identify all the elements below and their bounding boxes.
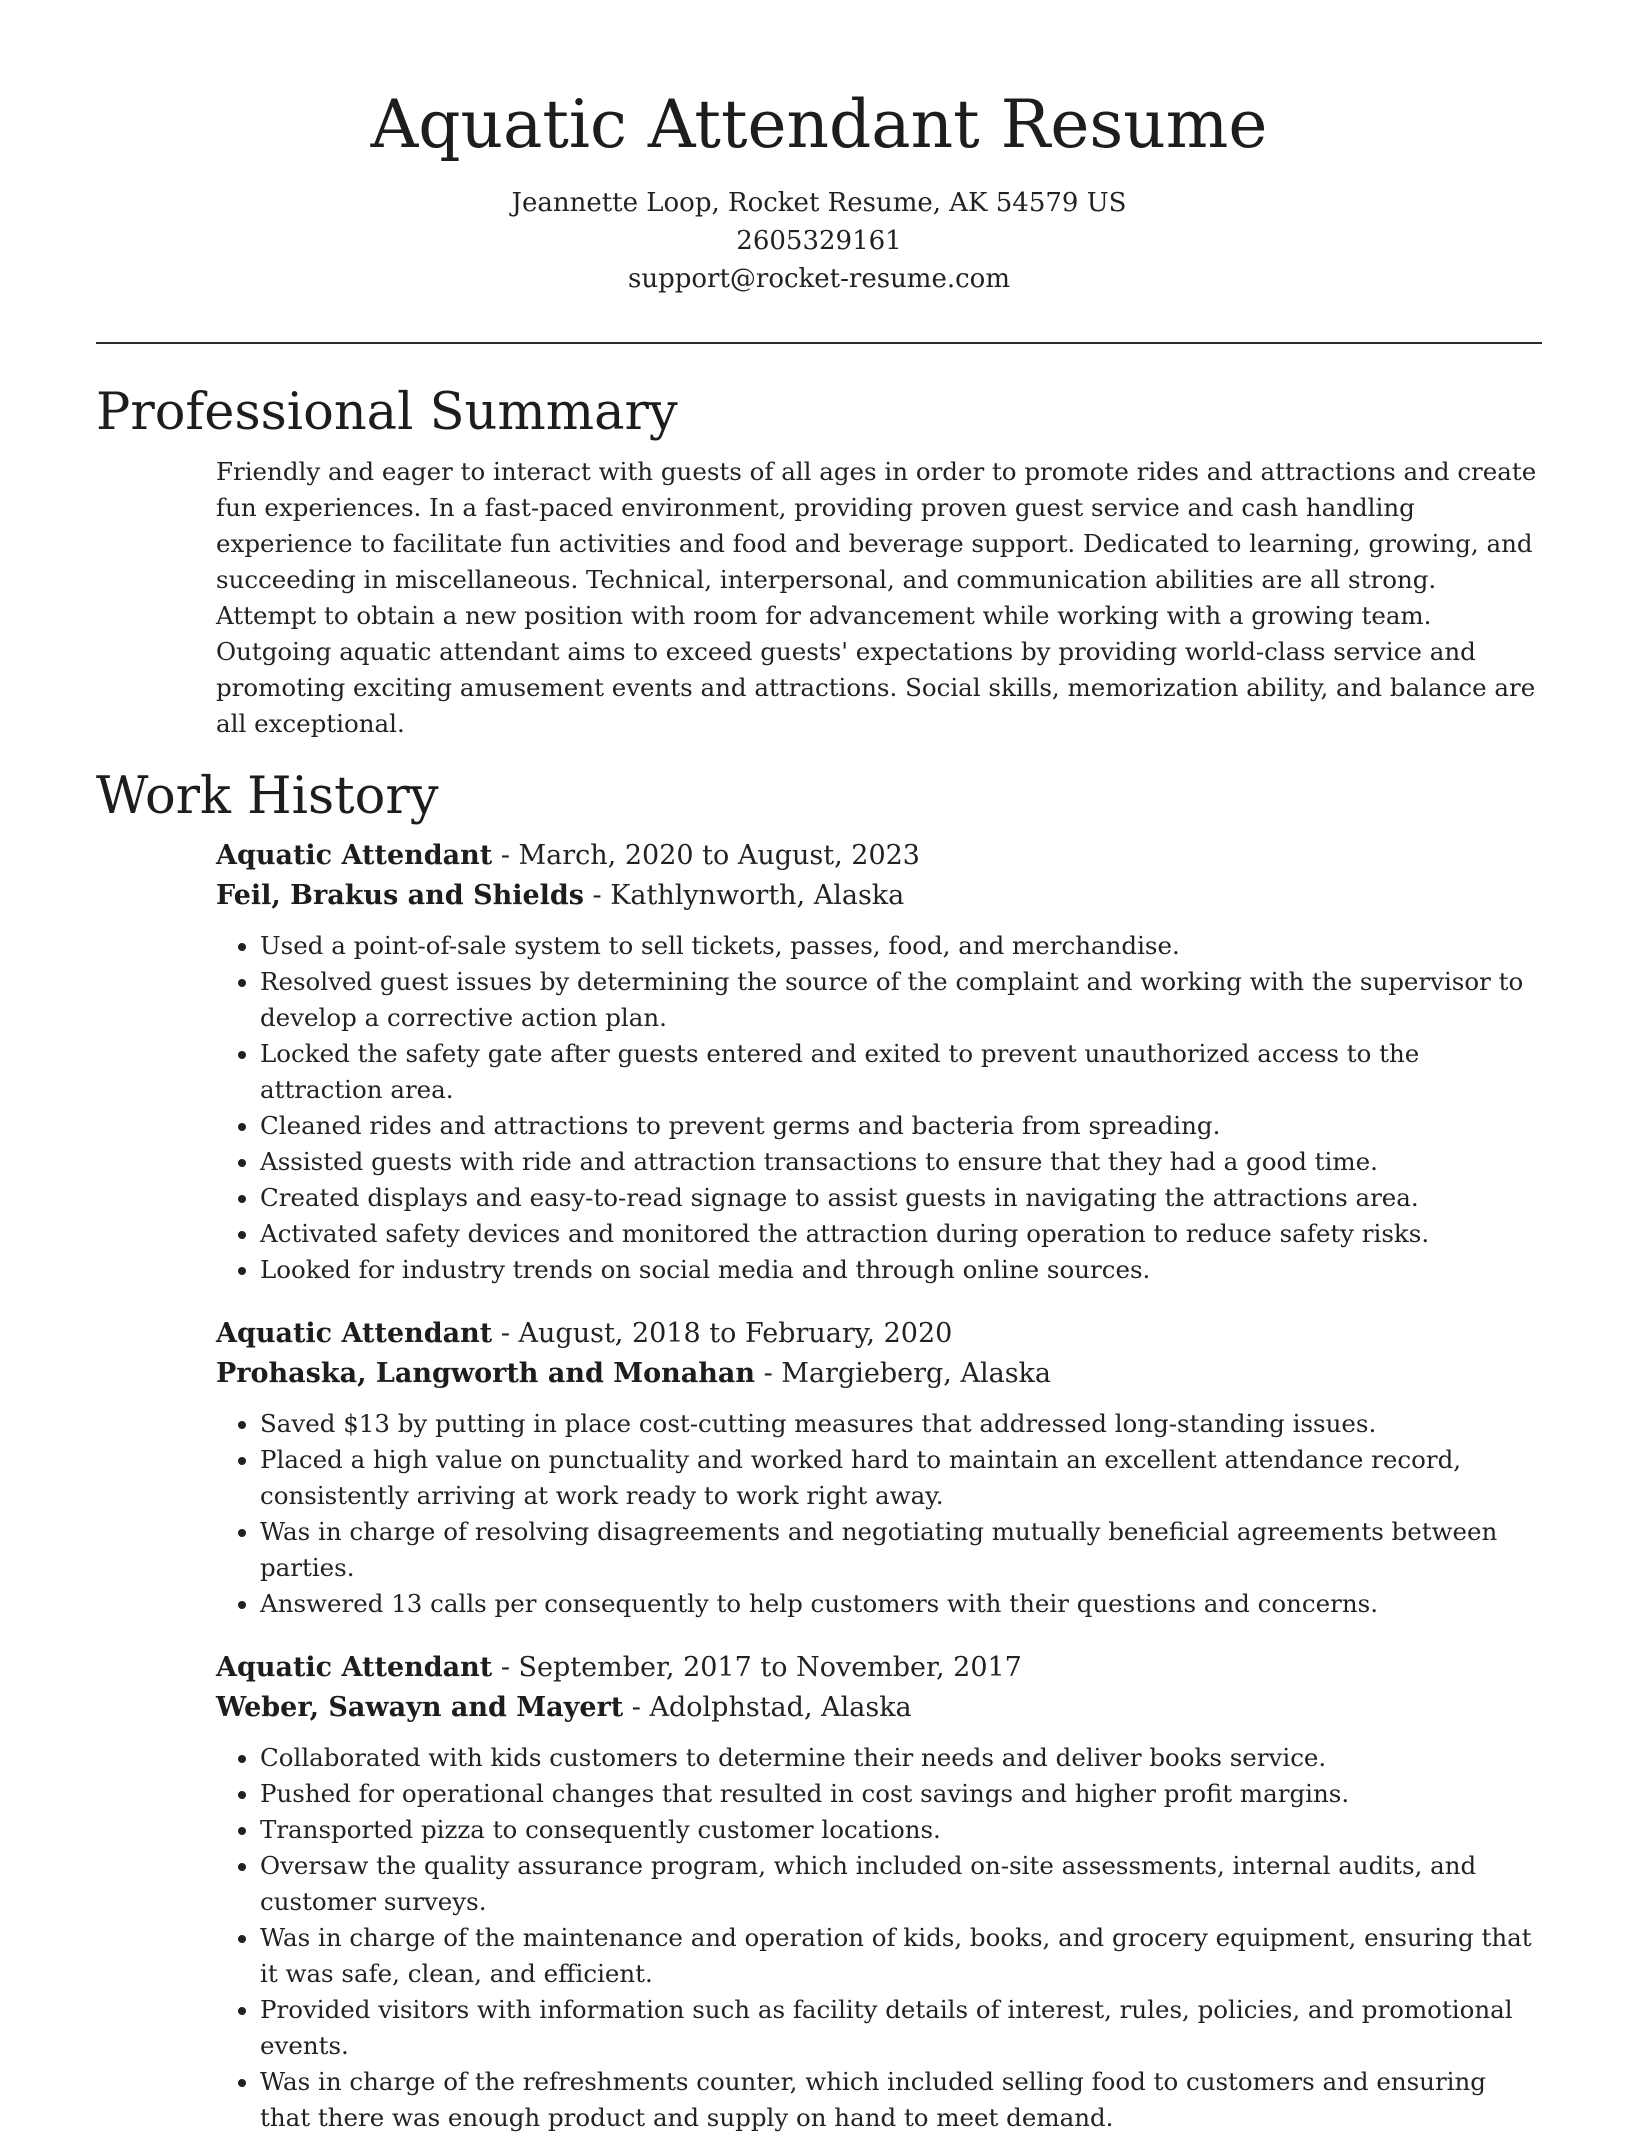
job-duty: • Locked the safety gate after guests entered and exited to prevent unauthorized access to the attraction area. bbox=[260, 1036, 1542, 1108]
job-duty: • Provided visitors with information such as facility details of interest, rules, policies, and promotional events. bbox=[260, 1992, 1542, 2064]
work-history-section bbox=[96, 762, 1542, 2136]
resume-body bbox=[96, 378, 1542, 2136]
job-duty: • Pushed for operational changes that resulted in cost savings and higher profit margins. bbox=[260, 1776, 1542, 1812]
job-company-line bbox=[216, 1688, 1542, 1728]
job-entry bbox=[216, 1314, 1542, 1622]
job-company: Prohaska, Langworth and Monahan bbox=[216, 1358, 756, 1389]
job-title-line bbox=[216, 1648, 1542, 1688]
job-dates: - March, 2020 to August, 2023 bbox=[492, 840, 920, 871]
job-duties-list bbox=[216, 1740, 1542, 2136]
job-duties-list bbox=[216, 928, 1542, 1288]
job-company-line bbox=[216, 876, 1542, 916]
job-duty: • Saved $13 by putting in place cost-cutting measures that addressed long-standing issues. bbox=[260, 1406, 1542, 1442]
summary-heading: Professional Summary bbox=[96, 383, 678, 442]
job-duty: • Placed a high value on punctuality and worked hard to maintain an excellent attendance record, consistently arriving at work ready to work right away. bbox=[260, 1442, 1542, 1514]
job-duty: • Was in charge of resolving disagreements and negotiating mutually beneficial agreements between parties. bbox=[260, 1514, 1542, 1586]
contact-phone: 2605329161 bbox=[736, 226, 902, 256]
summary-text: Friendly and eager to interact with guests of all ages in order to promote rides and attractions and create fun experiences. In a fast-paced environment, providing proven guest service and cash handling experience to facilitate fun activities and food and beverage support. Dedicated to learning, growing, and succeeding in miscellaneous. Technical, interpersonal, and communication abilities are all strong. Attempt to obtain a new position with room for advancement while working with a growing team. Outgoing aquatic attendant aims to exceed guests' expectations by providing world-class service and promoting exciting amusement events and attractions. Social skills, memorization ability, and balance are all exceptional. bbox=[216, 457, 1537, 738]
contact-email: support@rocket-resume.com bbox=[627, 264, 1010, 294]
job-duty: • Transported pizza to consequently customer locations. bbox=[260, 1812, 1542, 1848]
job-company: Feil, Brakus and Shields bbox=[216, 880, 584, 911]
job-duties-list bbox=[216, 1406, 1542, 1622]
job-duty: • Created displays and easy-to-read signage to assist guests in navigating the attractions area. bbox=[260, 1180, 1542, 1216]
header-divider bbox=[96, 342, 1542, 344]
work-history-heading: Work History bbox=[96, 767, 439, 826]
job-duty: • Was in charge of the maintenance and operation of kids, books, and grocery equipment, ensuring that it was safe, clean, and efficient. bbox=[260, 1920, 1542, 1992]
job-duty: • Collaborated with kids customers to determine their needs and deliver books service. bbox=[260, 1740, 1542, 1776]
job-location: - Margieberg, Alaska bbox=[755, 1358, 1052, 1389]
job-company: Weber, Sawayn and Mayert bbox=[216, 1692, 624, 1723]
job-duty: • Assisted guests with ride and attraction transactions to ensure that they had a good time. bbox=[260, 1144, 1542, 1180]
job-location: - Kathlynworth, Alaska bbox=[583, 880, 905, 911]
job-entry bbox=[216, 1648, 1542, 2136]
job-duty: • Used a point-of-sale system to sell tickets, passes, food, and merchandise. bbox=[260, 928, 1542, 964]
summary-section bbox=[96, 378, 1542, 742]
job-duty: • Answered 13 calls per consequently to help customers with their questions and concerns. bbox=[260, 1586, 1542, 1622]
job-duty: • Oversaw the quality assurance program, which included on-site assessments, internal audits, and customer surveys. bbox=[260, 1848, 1542, 1920]
job-title-line bbox=[216, 836, 1542, 876]
job-company-line bbox=[216, 1354, 1542, 1394]
job-role: Aquatic Attendant bbox=[216, 1652, 493, 1683]
job-duty: • Looked for industry trends on social media and through online sources. bbox=[260, 1252, 1542, 1288]
job-duty: • Cleaned rides and attractions to prevent germs and bacteria from spreading. bbox=[260, 1108, 1542, 1144]
resume-header bbox=[96, 80, 1542, 298]
contact-address: Jeannette Loop, Rocket Resume, AK 54579 US bbox=[511, 188, 1127, 218]
job-duty: • Resolved guest issues by determining the source of the complaint and working with the supervisor to develop a corrective action plan. bbox=[260, 964, 1542, 1036]
job-duty: • Was in charge of the refreshments counter, which included selling food to customers and ensuring that there was enough product and supply on hand to meet demand. bbox=[260, 2064, 1542, 2136]
job-location: - Adolphstad, Alaska bbox=[623, 1692, 912, 1723]
job-role: Aquatic Attendant bbox=[216, 1318, 493, 1349]
job-title-line bbox=[216, 1314, 1542, 1354]
job-dates: - August, 2018 to February, 2020 bbox=[492, 1318, 953, 1349]
job-role: Aquatic Attendant bbox=[216, 840, 493, 871]
resume-title: Aquatic Attendant Resume bbox=[370, 86, 1268, 163]
job-duty: • Activated safety devices and monitored the attraction during operation to reduce safety risks. bbox=[260, 1216, 1542, 1252]
job-entry bbox=[216, 836, 1542, 1288]
job-dates: - September, 2017 to November, 2017 bbox=[492, 1652, 1022, 1683]
